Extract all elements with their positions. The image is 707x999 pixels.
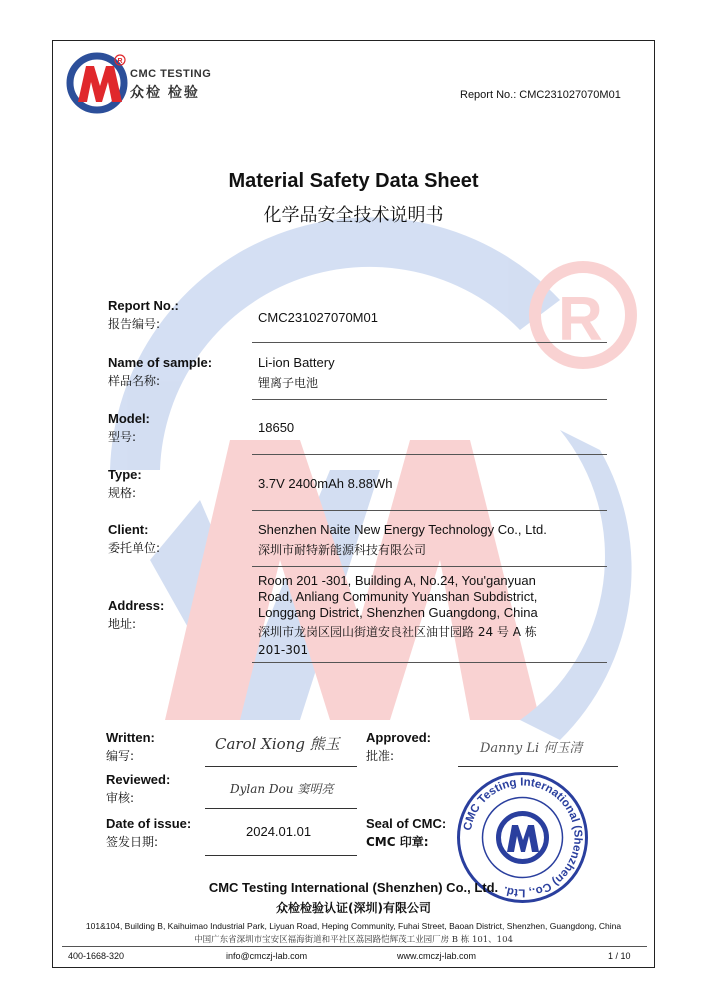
written-label: Written: 编写: <box>106 730 155 763</box>
svg-text:CMC Testing International (She: CMC Testing International (Shenzhen) Co., Ltd. <box>461 776 584 899</box>
field-divider <box>252 662 607 663</box>
issue-date-value: 2024.01.01 <box>246 824 312 839</box>
logo-text-cn: 众检 检验 <box>130 84 200 100</box>
document-title-en: Material Safety Data Sheet <box>228 170 479 192</box>
model-value: 18650 <box>258 420 295 435</box>
company-name-cn: 众检检验认证(深圳)有限公司 <box>276 901 431 915</box>
field-divider <box>252 566 607 567</box>
seal-label: Seal of CMC: CMC 印章: <box>366 816 447 849</box>
sample-value: Li-ion Battery 锂离子电池 <box>258 355 335 390</box>
signature-line <box>205 808 357 809</box>
type-label: Type: 规格: <box>108 467 142 500</box>
signature-line <box>458 766 618 767</box>
report-no-value: CMC231027070M01 <box>258 310 378 325</box>
approved-signature: Danny Li 何玉清 <box>480 741 583 756</box>
type-value: 3.7V 2400mAh 8.88Wh <box>258 476 393 491</box>
field-divider <box>252 454 607 455</box>
header-report-number: Report No.: CMC231027070M01 <box>460 89 621 101</box>
model-label: Model: 型号: <box>108 411 150 444</box>
company-address-cn: 中国广东省深圳市宝安区福海街道和平社区荔园路恺辉茂工业园厂房 B 栋 101、104 <box>194 935 513 945</box>
footer-phone: 400-1668-320 <box>68 951 125 961</box>
document-title-cn: 化学品安全技术说明书 <box>263 205 444 226</box>
svg-text:R: R <box>558 285 603 354</box>
reviewed-signature: Dylan Dou 窦明亮 <box>230 782 334 796</box>
footer-email[interactable]: info@cmczj-lab.com <box>226 951 308 961</box>
page-number: 1 / 10 <box>608 951 631 961</box>
logo-text-en: CMC TESTING <box>130 68 212 80</box>
field-divider <box>252 399 607 400</box>
approved-label: Approved: 批准: <box>366 730 431 763</box>
svg-text:R: R <box>117 58 123 65</box>
report-no-label: Report No.: 报告编号: <box>108 298 179 331</box>
signature-line <box>205 766 357 767</box>
field-divider <box>252 342 607 343</box>
signature-line <box>205 855 357 856</box>
reviewed-label: Reviewed: 审核: <box>106 772 171 805</box>
written-signature: Carol Xiong 熊玉 <box>215 735 340 753</box>
client-label: Client: 委托单位: <box>108 522 161 555</box>
address-value: Room 201 -301, Building A, No.24, You'ganyuan Road, Anliang Community Yuanshan Subdistrict, Longgang District, Shenzhen Guangdong, China 深圳市龙岗区园山街道安良社区油甘园路 24 号 A 栋 201-301 <box>258 573 538 657</box>
client-value: Shenzhen Naite New Energy Technology Co., Ltd. 深圳市耐特新能源科技有限公司 <box>258 522 547 557</box>
footer-divider <box>62 946 647 947</box>
company-name-en: CMC Testing International (Shenzhen) Co., Ltd. <box>208 880 499 895</box>
company-address-en: 101&104, Building B, Kaihuimao Industrial Park, Liyuan Road, Heping Community, Fuhai Street, Baoan District, Shenzhen, Guangdong, China <box>85 921 622 931</box>
address-label: Address: 地址: <box>108 598 165 631</box>
issue-date-label: Date of issue: 签发日期: <box>106 816 192 849</box>
field-divider <box>252 510 607 511</box>
footer-website[interactable]: www.cmczj-lab.com <box>397 951 477 961</box>
sample-label: Name of sample: 样品名称: <box>108 355 213 388</box>
